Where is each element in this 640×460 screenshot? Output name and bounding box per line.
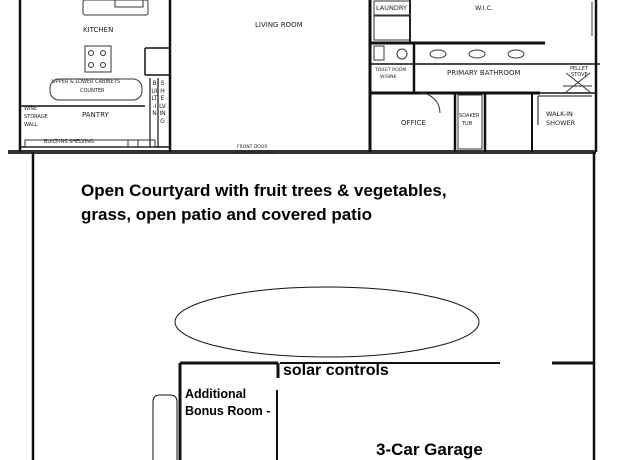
wic-label: W.I.C. xyxy=(475,4,494,12)
counter-label: COUNTER xyxy=(80,88,105,94)
front-door-label-2: FROM COURTYARD xyxy=(233,151,276,156)
soaker-label-1: SOAKER xyxy=(459,113,480,119)
cabinets-label: UPPER & LOWER CABINETS xyxy=(52,79,121,85)
pantry-label: PANTRY xyxy=(82,111,109,119)
pellet-label: PELLET xyxy=(570,66,588,72)
built-in-vertical-label: BUILT-IN xyxy=(151,80,158,117)
office-label: OFFICE xyxy=(401,119,426,127)
pool-shape xyxy=(175,287,479,357)
toilet-room-label: TOILET ROOM xyxy=(375,68,407,73)
built-ins-shelving-label: BUILT-INS SHELVING xyxy=(44,139,94,145)
walkin-label-2: SHOWER xyxy=(546,119,576,127)
kitchen-label: KITCHEN xyxy=(83,26,114,34)
bonus-room-label-1: Additional xyxy=(185,387,247,401)
wine-label-1: WINE xyxy=(24,106,38,112)
living-room-label: LIVING ROOM xyxy=(255,21,303,29)
bonus-room-label-2: Bonus Room - xyxy=(185,404,271,418)
toilet-room-sub-label: W/SINK xyxy=(380,75,397,80)
wine-label-2: STORAGE xyxy=(24,114,48,120)
solar-controls-label: solar controls xyxy=(283,362,389,379)
wine-label-3: WALL xyxy=(24,122,38,128)
front-door-label-1: FRONT DOOR xyxy=(237,145,268,150)
shelving-vertical-label: SHELVING xyxy=(159,80,166,125)
laundry-label: LAUNDRY xyxy=(376,4,407,12)
courtyard-title-line1: Open Courtyard with fruit trees & vegetables, xyxy=(81,181,447,200)
walkin-label-1: WALK-IN xyxy=(546,110,573,118)
primary-bathroom-label: PRIMARY BATHROOM xyxy=(447,69,521,77)
stove-label: STOVE xyxy=(571,72,588,78)
garage-label: 3-Car Garage xyxy=(376,440,483,459)
courtyard-title-line2: grass, open patio and covered patio xyxy=(81,205,372,224)
soaker-label-2: TUB xyxy=(462,121,473,127)
